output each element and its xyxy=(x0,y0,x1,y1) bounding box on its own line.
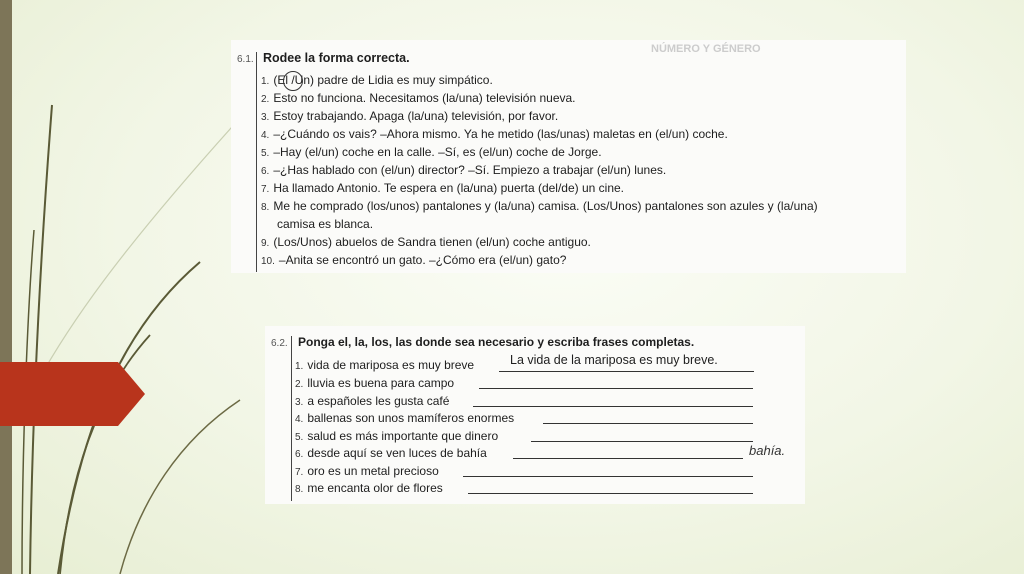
write-line xyxy=(531,441,753,442)
item-number: 7. xyxy=(261,184,270,195)
grass-decoration-icon xyxy=(0,0,260,574)
exercise-6-2-card xyxy=(265,326,805,504)
exercise-item xyxy=(261,145,602,159)
exercise-number: 6.1. xyxy=(237,54,254,65)
write-line xyxy=(473,406,753,407)
exercise-6-1-card xyxy=(231,40,906,273)
item-text: (Los/Unos) abuelos de Sandra tienen (el/un) coche antiguo. xyxy=(273,235,591,249)
write-line xyxy=(468,493,753,494)
item-text: a españoles les gusta café xyxy=(307,394,450,408)
item-number: 4. xyxy=(295,414,304,425)
exercise-item xyxy=(295,358,474,372)
exercise-title: Ponga el, la, los, las donde sea necesario y escriba frases completas. xyxy=(298,335,695,349)
margin-rule xyxy=(291,336,292,501)
item-text: –¿Cuándo os vais? –Ahora mismo. Ya he metido (las/unas) maletas en (el/un) coche. xyxy=(273,127,728,141)
item-text: lluvia es buena para campo xyxy=(307,376,455,390)
item-number: 10. xyxy=(261,256,275,267)
exercise-item xyxy=(295,446,487,460)
item-number: 4. xyxy=(261,130,270,141)
item-number: 9. xyxy=(261,238,270,249)
write-line xyxy=(543,423,753,424)
exercise-item xyxy=(295,481,443,495)
item-number: 8. xyxy=(295,484,304,495)
example-answer: La vida de la mariposa es muy breve. xyxy=(510,353,718,367)
item-text: Me he comprado (los/unos) pantalones y (la/una) camisa. (Los/Unos) pantalones son azules y (la/una) xyxy=(273,199,818,213)
bleed-through-text: NÚMERO Y GÉNERO xyxy=(651,43,761,55)
write-line xyxy=(463,476,753,477)
item-text: (El /Un) padre de Lidia es muy simpático. xyxy=(273,73,493,87)
write-line xyxy=(513,458,743,459)
item-number: 1. xyxy=(261,76,270,87)
item-text: Estoy trabajando. Apaga (la/una) televisión, por favor. xyxy=(273,109,559,123)
exercise-item xyxy=(295,411,514,425)
circled-answer xyxy=(283,71,303,91)
item-number: 2. xyxy=(261,94,270,105)
exercise-item xyxy=(261,235,591,249)
item-number: 3. xyxy=(261,112,270,123)
item-number: 8. xyxy=(261,202,270,213)
exercise-item xyxy=(261,91,576,105)
item-number: 6. xyxy=(295,449,304,460)
item-text: oro es un metal precioso xyxy=(307,464,439,478)
item-text: Esto no funciona. Necesitamos (la/una) televisión nueva. xyxy=(273,91,576,105)
exercise-item-continuation xyxy=(277,217,373,231)
item-text: –¿Has hablado con (el/un) director? –Sí. Empiezo a trabajar (el/un) lunes. xyxy=(273,163,667,177)
exercise-item xyxy=(295,394,449,408)
item-number: 3. xyxy=(295,397,304,408)
item-text: me encanta olor de flores xyxy=(307,481,443,495)
item-text: Ha llamado Antonio. Te espera en (la/una) puerta (del/de) un cine. xyxy=(273,181,625,195)
red-arrow-tab xyxy=(0,362,145,426)
item-text: camisa es blanca. xyxy=(277,217,374,231)
item-text: desde aquí se ven luces de bahía xyxy=(307,446,487,460)
item-number: 6. xyxy=(261,166,270,177)
item-number: 5. xyxy=(261,148,270,159)
margin-note: bahía. xyxy=(749,443,786,458)
exercise-item xyxy=(295,464,439,478)
item-number: 1. xyxy=(295,361,304,372)
item-text: –Anita se encontró un gato. –¿Cómo era (el/un) gato? xyxy=(278,253,567,267)
item-text: salud es más importante que dinero xyxy=(307,429,499,443)
item-text: vida de mariposa es muy breve xyxy=(307,358,475,372)
exercise-item xyxy=(261,109,558,123)
exercise-item xyxy=(295,429,498,443)
exercise-item xyxy=(295,376,454,390)
exercise-number: 6.2. xyxy=(271,338,288,349)
item-text: ballenas son unos mamíferos enormes xyxy=(307,411,515,425)
item-number: 2. xyxy=(295,379,304,390)
item-number: 5. xyxy=(295,432,304,443)
exercise-item xyxy=(261,199,818,213)
exercise-item xyxy=(261,253,566,267)
exercise-item xyxy=(261,181,624,195)
margin-rule xyxy=(256,52,257,272)
write-line xyxy=(479,388,753,389)
write-line xyxy=(499,371,754,372)
exercise-item xyxy=(261,127,728,141)
exercise-item xyxy=(261,163,666,177)
exercise-title: Rodee la forma correcta. xyxy=(263,51,410,65)
item-text: –Hay (el/un) coche en la calle. –Sí, es (el/un) coche de Jorge. xyxy=(273,145,602,159)
item-number: 7. xyxy=(295,467,304,478)
